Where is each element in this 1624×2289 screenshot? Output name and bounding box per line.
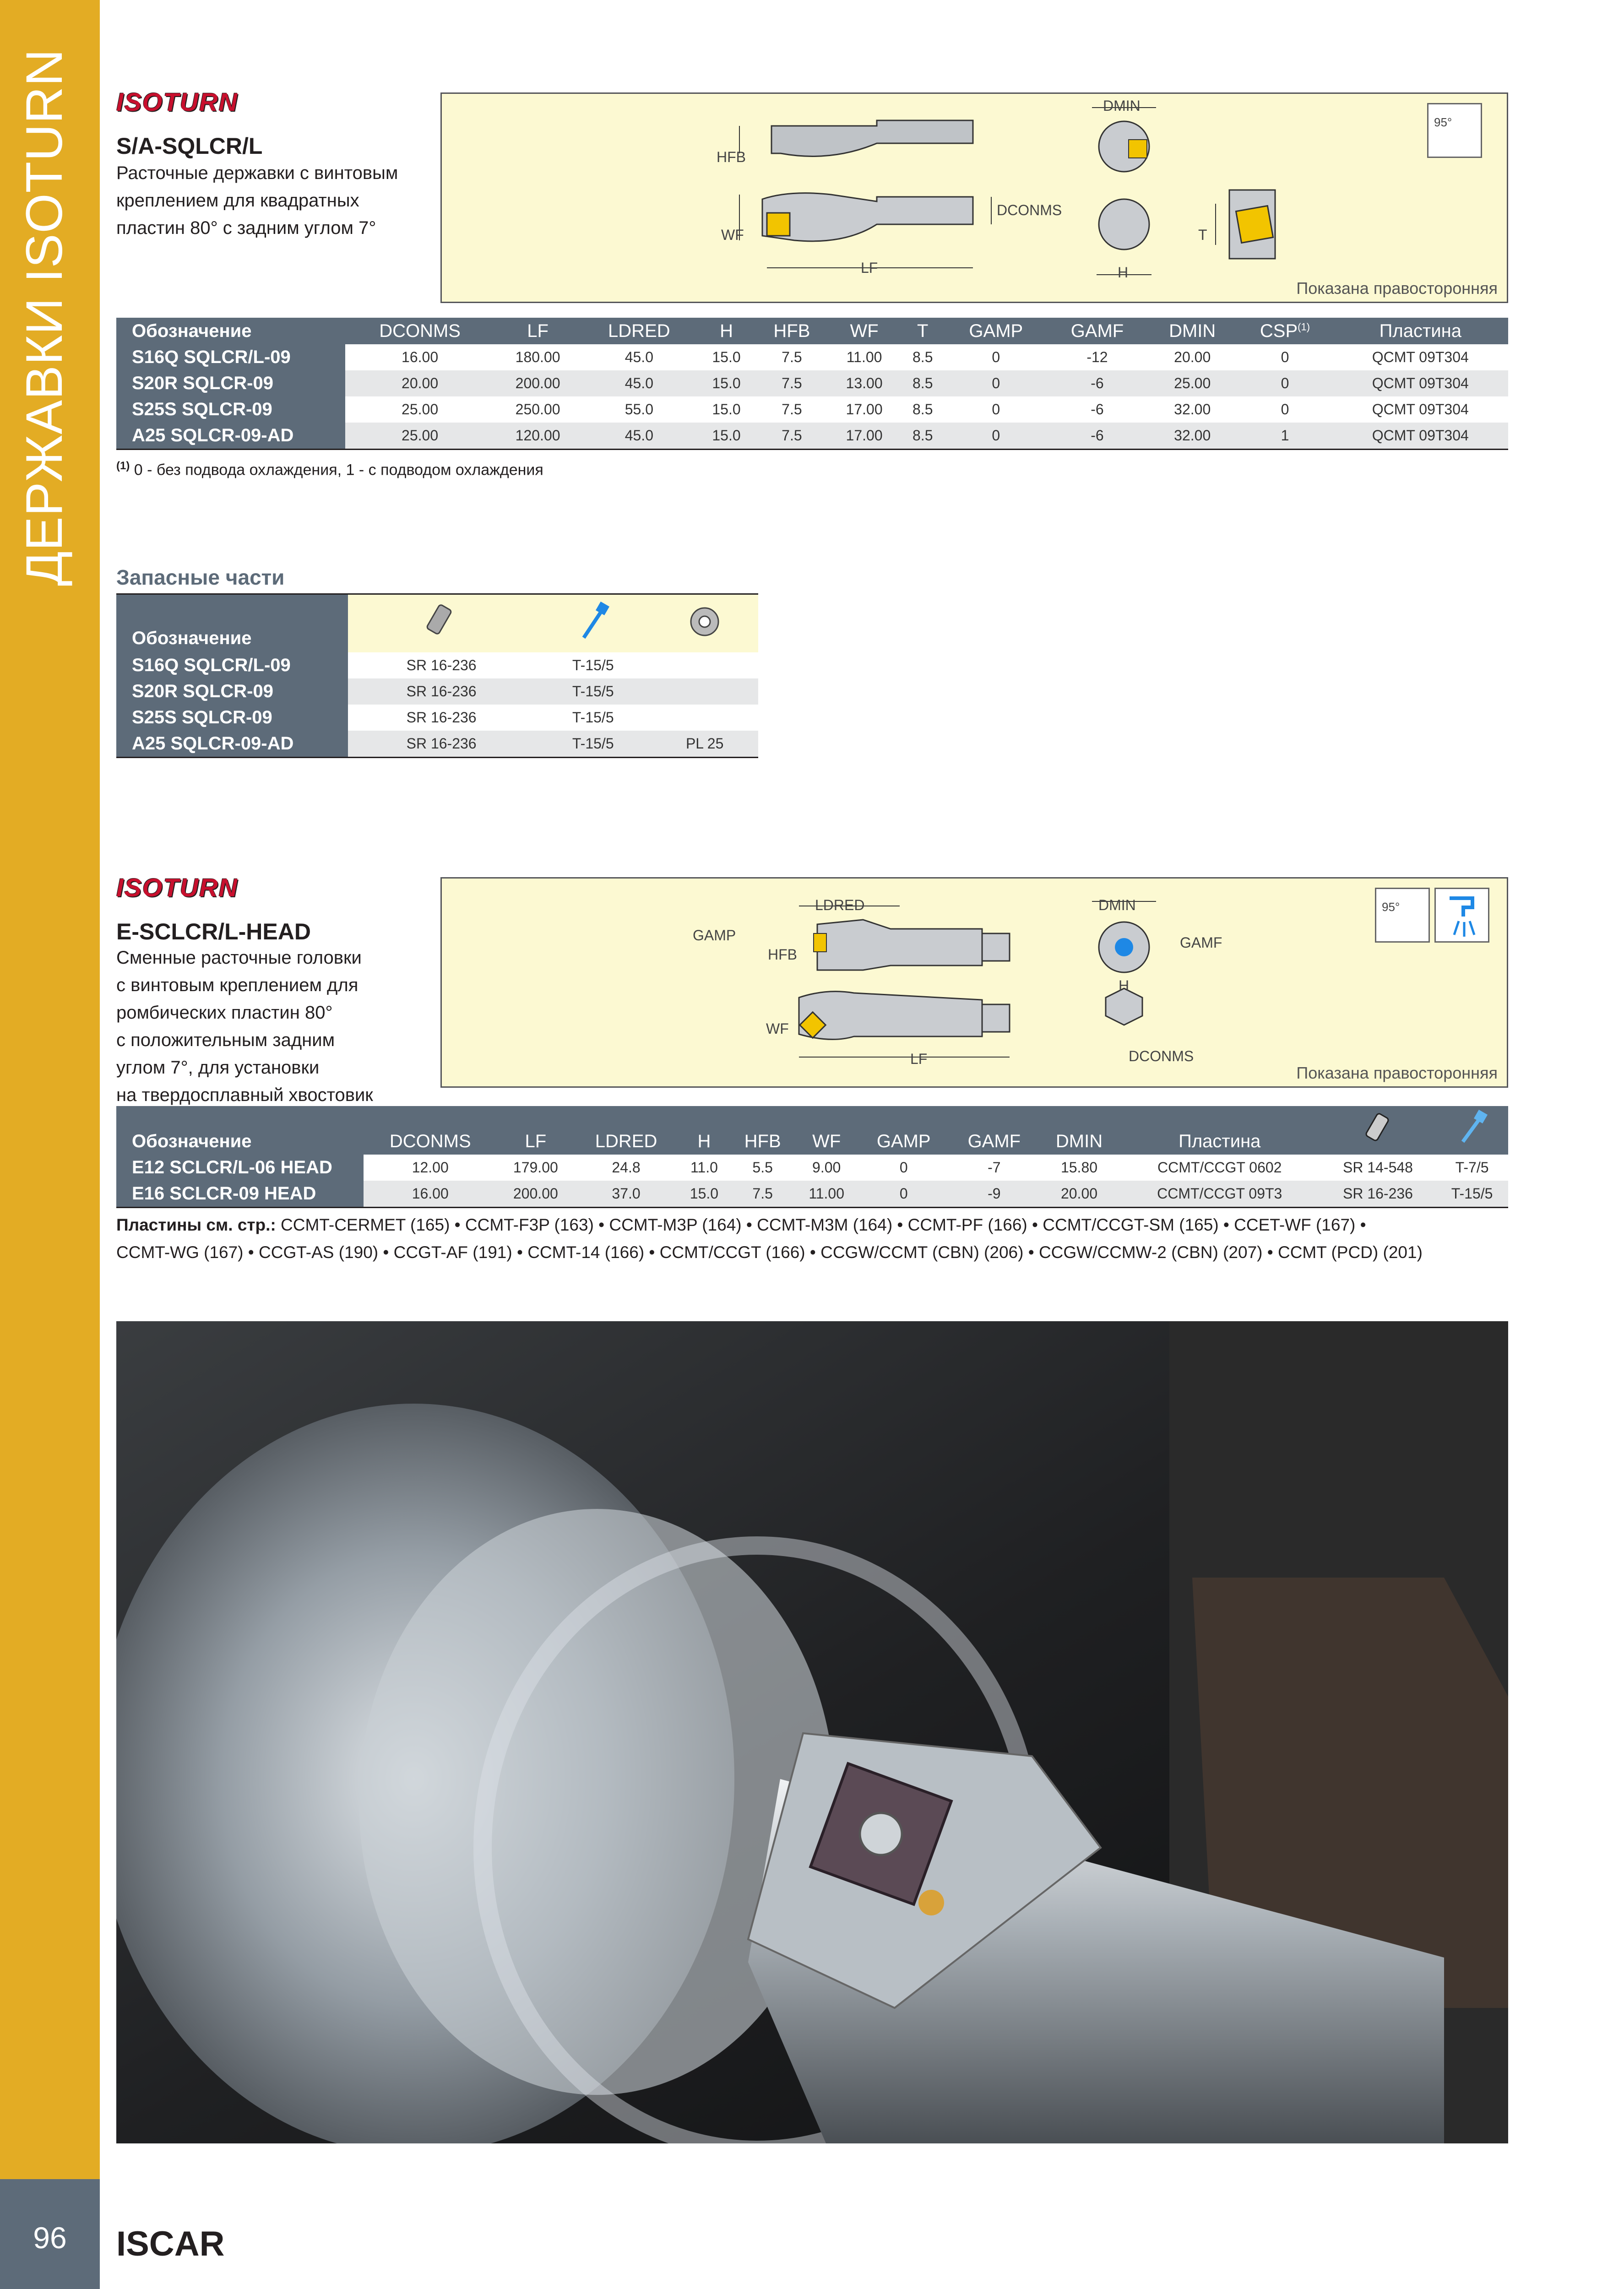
table-row: S16Q SQLCR/L-09 16.00 180.00 45.0 15.0 7.5 11.00 8.5 0 -12 20.00 0 QCMT 09T304	[116, 344, 1508, 370]
label-gamf: GAMF	[1180, 934, 1222, 951]
table-row: E12 SCLCR/L-06 HEAD 12.00 179.00 24.8 11.0 5.5 9.00 0 -7 15.80 CCMT/CCGT 0602 SR 14-548 T-7/5	[116, 1155, 1508, 1181]
diagram-note: Показана правосторонняя	[1296, 1063, 1498, 1082]
page-number: 96	[0, 2179, 100, 2289]
table-row: S20R SQLCR-09 20.00 200.00 45.0 15.0 7.5 13.00 8.5 0 -6 25.00 0 QCMT 09T304	[116, 370, 1508, 396]
inserts-reference: Пластины см. стр.: CCMT-CERMET (165) • CCMT-F3P (163) • CCMT-M3P (164) • CCMT-M3M (164) • CCMT-PF (166) • CCMT/CCGT-SM (165) • CCET-WF (167) • CCMT-WG (167) • CCGT-AS (190) • CCGT-AF (191) • CCMT-14 (166) • CCMT/CCGT (166) • CCGW/CCMT (CBN) (206) • CCGW/CCMW-2 (CBN) (207) • CCMT (PCD) (201)	[116, 1215, 1423, 1262]
spec-table-1: Обозначение DCONMS LF LDRED H HFB WF T GAMP GAMF DMIN CSP$^{(1)}$ Пластина S16Q SQLCR/L-09 16.00 180.00 45.0 15.0 7.5 11.00 8.5 0 -12 20.00 0 QCMT 09T304 S20R SQLCR-09 20.00 200.00 45.0 15.0 7.5 13.00 8.5 0 -6 25.00 0 QCMT 09T304 S25S SQLCR-09 25.00 250.00 55.0 15.0 7.5 17.00 8.5 0 -6 32.00 0 QCMT 09T304 A25 SQLCR-09-AD 25.00 120.00 45.0 15.0 7.5 17.00 8.5 0 -6 32.00 1 QCMT 09T304	[116, 318, 1508, 450]
table-row: A25 SQLCR-09-AD 25.00 120.00 45.0 15.0 7.5 17.00 8.5 0 -6 32.00 1 QCMT 09T304	[116, 423, 1508, 450]
tool-diagram	[440, 877, 1508, 1088]
screw-icon	[1320, 1106, 1436, 1155]
label-wf: WF	[766, 1020, 789, 1037]
label-h: H	[1119, 977, 1130, 994]
table-row: S25S SQLCR-09 25.00 250.00 55.0 15.0 7.5 17.00 8.5 0 -6 32.00 0 QCMT 09T304	[116, 396, 1508, 423]
tool-drawing	[442, 879, 1507, 1086]
coolant-icon	[1434, 888, 1489, 943]
product-description: Расточные державки с винтовым креплением для квадратных пластин 80° с задним углом 7°	[116, 163, 398, 238]
angle-95-icon: 95°	[1427, 103, 1482, 158]
footnote: $^{(1)}$ 0 - без подвода охлаждения, 1 - с подводом охлаждения	[116, 460, 543, 479]
label-dconms: DCONMS	[997, 202, 1062, 218]
product-title: S/A-SQLCR/L	[116, 133, 263, 159]
label-dconms: DCONMS	[1129, 1048, 1194, 1064]
product-description: Сменные расточные головки с винтовым креплением для ромбических пластин 80° с положительным задним углом 7°, для установки на твердосплавный хвостовик	[116, 948, 373, 1105]
tool-drawing	[442, 94, 1507, 302]
spare-parts-table: Обозначение S16Q SQLCR/L-09 SR 16-236 T-15/5 S20R SQLCR-09 SR 16-236 T-15/5 S25S SQLCR-09 SR 16-236 T-15/5 A25 SQLCR-09-AD SR 16-236 T-15/5 PL 25	[116, 593, 758, 758]
tool-diagram	[440, 92, 1508, 303]
table-row: S25S SQLCR-09 SR 16-236 T-15/5	[116, 705, 758, 731]
label-ldred: LDRED	[815, 897, 865, 913]
table-row: S20R SQLCR-09 SR 16-236 T-15/5	[116, 678, 758, 705]
isoturn-logo: ISOTURN	[116, 87, 238, 116]
isoturn-logo: ISOTURN	[116, 873, 238, 902]
screw-icon	[348, 594, 535, 653]
table-row: A25 SQLCR-09-AD SR 16-236 T-15/5 PL 25	[116, 731, 758, 758]
label-hfb: HFB	[768, 946, 797, 963]
spec-table-2: Обозначение DCONMS LF LDRED H HFB WF GAMP GAMF DMIN Пластина E12 SCLCR/L-06 HEAD 12.00 179.00 24.8 11.0 5.5 9.00 0 -7 15.80 CCMT/CCGT 0602 SR 14-548 T-7/5 E16 SCLCR-09 HEAD 16.00 200.00 37.0 15.0 7.5 11.00 0 -9 20.00 CCMT/CCGT 09T3 SR 16-236 T-15/5	[116, 1106, 1508, 1208]
key-icon	[535, 594, 651, 653]
table-row: E16 SCLCR-09 HEAD 16.00 200.00 37.0 15.0 7.5 11.00 0 -9 20.00 CCMT/CCGT 09T3 SR 16-236 T-15/5	[116, 1181, 1508, 1208]
label-hfb: HFB	[717, 149, 746, 165]
key-icon	[1436, 1106, 1508, 1155]
sidebar	[0, 0, 100, 2179]
footer-brand: ISCAR	[116, 2224, 225, 2263]
spare-parts-title: Запасные части	[116, 565, 285, 589]
label-h: H	[1118, 264, 1129, 281]
label-t: T	[1198, 227, 1207, 243]
angle-95-icon: 95°	[1375, 888, 1430, 943]
label-dmin: DMIN	[1098, 897, 1136, 913]
sidebar-title: ДЕРЖАВКИ ISOTURN	[16, 49, 73, 586]
label-wf: WF	[721, 227, 744, 243]
label-dmin: DMIN	[1103, 98, 1141, 114]
label-lf: LF	[910, 1051, 928, 1067]
product-title: E-SCLCR/L-HEAD	[116, 919, 311, 944]
nut-icon	[651, 594, 758, 653]
label-lf: LF	[861, 260, 878, 276]
table-row: S16Q SQLCR/L-09 SR 16-236 T-15/5	[116, 652, 758, 678]
machining-photo	[116, 1321, 1508, 2143]
label-gamp: GAMP	[693, 927, 736, 944]
diagram-note: Показана правосторонняя	[1296, 279, 1498, 298]
